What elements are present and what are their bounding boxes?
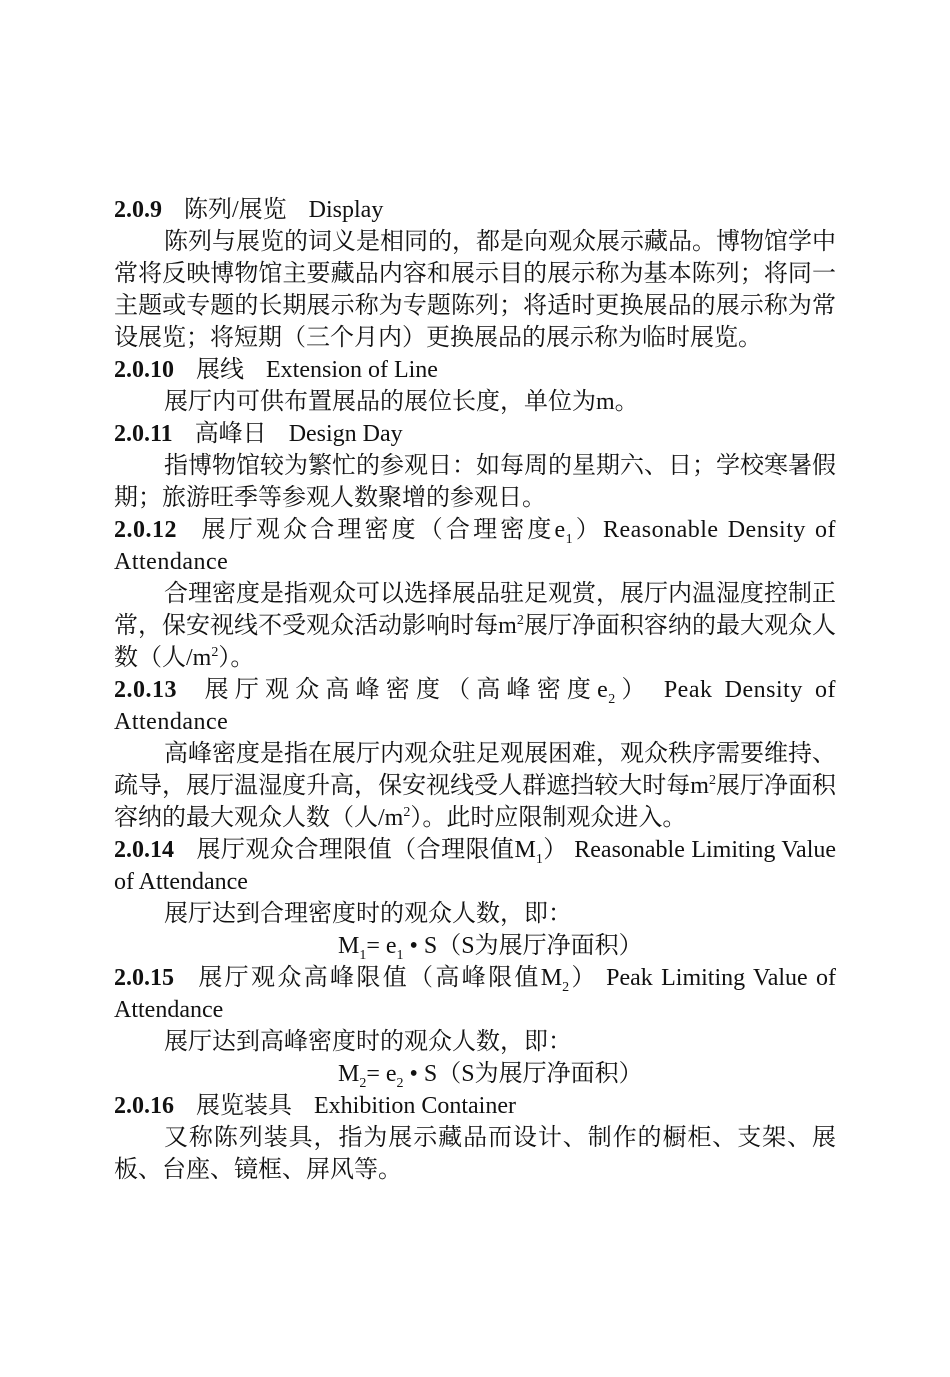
term-english: Peak Limiting Value of Attendance xyxy=(114,965,837,1023)
term-number: 2.0.15 xyxy=(114,965,174,991)
term-chinese: 展览装具 xyxy=(196,1093,292,1119)
term-english: Peak Density of Attendance xyxy=(114,677,837,735)
term-heading xyxy=(114,674,836,738)
term-number: 2.0.12 xyxy=(114,517,177,543)
term-number: 2.0.14 xyxy=(114,837,174,863)
term-chinese: 展线 xyxy=(196,357,244,383)
term-definition: 展厅达到合理密度时的观众人数，即： xyxy=(164,901,572,927)
term-english: Design Day xyxy=(288,421,403,447)
term-heading xyxy=(114,354,836,386)
term-chinese: 高峰日 xyxy=(194,421,267,447)
term-chinese: 展厅观众合理限值（合理限值$M_1$） xyxy=(196,837,568,867)
term-english: Reasonable Density of Attendance xyxy=(114,517,837,575)
term-english: Extension of Line xyxy=(266,357,438,383)
term-definition: 高峰密度是指在展厅内观众驻足观展困难，观众秩序需要维持、疏导，展厅温湿度升高，保安视线受人群遮挡较大时每$m^2$展厅净面积容纳的最大观众人数（人$/m^2$）。此时应限制观众进入。 xyxy=(114,741,836,831)
term-definition: 又称陈列装具，指为展示藏品而设计、制作的橱柜、支架、展板、台座、镜框、屏风等。 xyxy=(114,1125,836,1183)
term-chinese: 展厅观众合理密度（合理密度$e_1$） xyxy=(199,517,603,547)
term-heading xyxy=(114,1090,836,1122)
term-definition: 指博物馆较为繁忙的参观日：如每周的星期六、日；学校寒暑假期；旅游旺季等参观人数聚增的参观日。 xyxy=(114,453,836,511)
term-heading xyxy=(114,418,836,450)
term-definition: 展厅达到高峰密度时的观众人数，即： xyxy=(164,1029,572,1055)
term-number: 2.0.13 xyxy=(114,677,177,703)
term-definition: 展厅内可供布置展品的展位长度，单位为m。 xyxy=(164,389,639,415)
term-heading xyxy=(114,194,836,226)
term-english: Display xyxy=(308,197,384,223)
formula: $M_1= e_1$ • S（S为展厅净面积） xyxy=(338,933,643,963)
term-english: Reasonable Limiting Value of Attendance xyxy=(114,837,837,895)
term-english: Exhibition Container xyxy=(314,1093,516,1119)
term-number: 2.0.9 xyxy=(114,197,162,223)
term-heading xyxy=(114,962,836,1026)
term-chinese: 展厅观众高峰限值（高峰限值$M_2$） xyxy=(196,965,598,995)
term-heading xyxy=(114,514,836,578)
formula: $M_2= e_2$ • S（S为展厅净面积） xyxy=(338,1061,643,1091)
term-number: 2.0.11 xyxy=(114,421,173,447)
term-chinese: 展厅观众高峰密度（高峰密度$e_2$） xyxy=(199,677,652,707)
term-definition: 陈列与展览的词义是相同的，都是向观众展示藏品。博物馆学中常将反映博物馆主要藏品内容和展示目的展示称为基本陈列；将同一主题或专题的长期展示称为专题陈列；将适时更换展品的展示称为常设展览；将短期（三个月内）更换展品的展示称为临时展览。 xyxy=(114,229,836,351)
term-heading xyxy=(114,834,836,898)
term-number: 2.0.10 xyxy=(114,357,174,383)
terms-section xyxy=(114,194,836,1186)
term-definition: 合理密度是指观众可以选择展品驻足观赏，展厅内温湿度控制正常，保安视线不受观众活动影响时每$m^2$展厅净面积容纳的最大观众人数（人$/m^2$）。 xyxy=(114,581,837,671)
term-chinese: 陈列/展览 xyxy=(184,197,287,223)
term-number: 2.0.16 xyxy=(114,1093,174,1119)
